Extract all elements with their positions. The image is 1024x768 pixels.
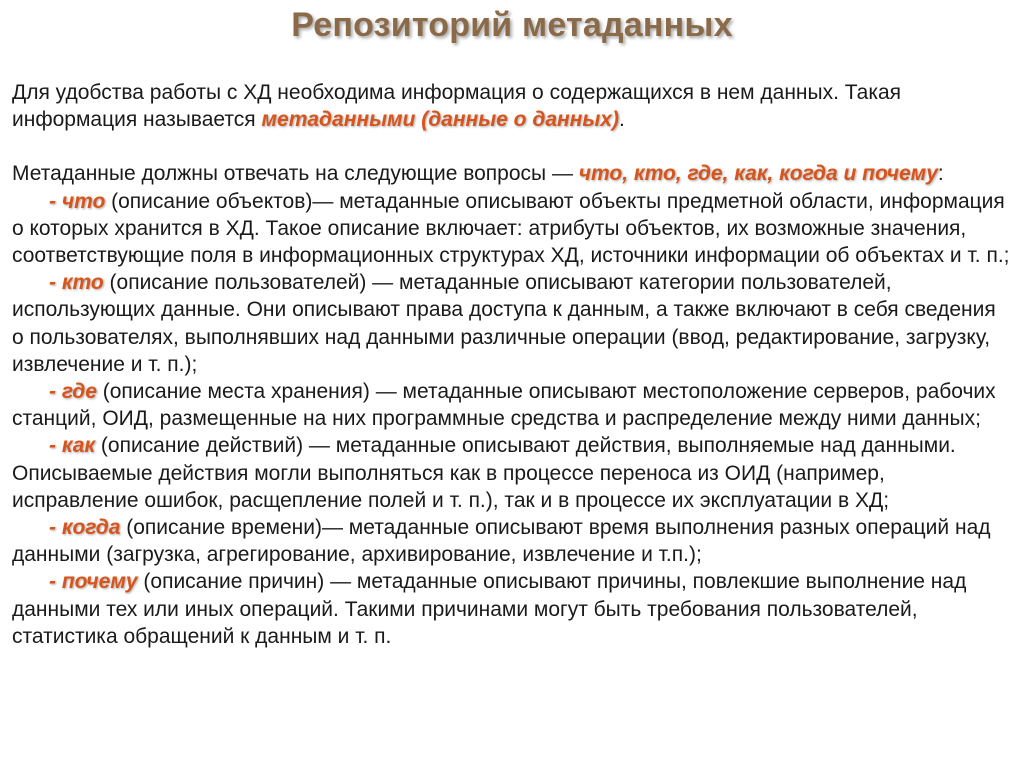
slide-body: [12, 79, 1012, 650]
list-item-why: [12, 568, 1012, 650]
questions-tail: :: [937, 162, 944, 186]
intro-highlight: метаданными (данные о данных): [261, 108, 619, 132]
list-item-when: [12, 514, 1012, 568]
keyword-when: - когда: [49, 516, 121, 540]
intro-tail: .: [618, 108, 625, 132]
keyword-what: - что: [49, 189, 106, 213]
questions-paragraph: [12, 160, 1012, 187]
keyword-why: - почему: [49, 570, 138, 594]
item-text-what: (описание объектов)— метаданные описывают объекты предметной области, информация о которых хранится в ХД. Такое описание включает: атрибуты объектов, их возможные значения, соответствующие поля в информационных структурах ХД, источники информации об объектах и т. п.;: [12, 189, 1010, 268]
keyword-where: - где: [49, 380, 97, 404]
intro-paragraph: [12, 79, 1012, 133]
list-item-who: [12, 269, 1012, 378]
item-text-why: (описание причин) — метаданные описывают причины, повлекшие выполнение над данными тех или иных операций. Такими причинами могут быть требования пользователей, статистика обращений к данным и т. п.: [12, 570, 967, 648]
questions-highlight: что, кто, где, как, когда и почему: [578, 162, 938, 186]
keyword-how: - как: [49, 434, 96, 458]
list-item-what: [12, 188, 1012, 270]
list-item-how: [12, 432, 1012, 514]
item-text-when: (описание времени)— метаданные описывают время выполнения разных операций над данными (загрузка, агрегирование, архивирование, извлечение и т.п.);: [12, 516, 991, 567]
list-item-where: [12, 378, 1012, 432]
keyword-who: - кто: [49, 271, 104, 295]
item-text-where: (описание места хранения) — метаданные описывают местоположение серверов, рабочих станций, ОИД, размещенные на них программные средства и распределение между ними данных;: [12, 380, 996, 431]
item-text-who: (описание пользователей) — метаданные описывают категории пользователей, использующих данные. Они описывают права доступа к данным, а также включают в себя сведения о пользователях, выполнявших над данными различные операции (ввод, редактирование, загрузку, извлечение и т. п.);: [12, 271, 996, 376]
slide-title: Репозиторий метаданных: [291, 6, 733, 44]
item-text-how: (описание действий) — метаданные описывают действия, выполняемые над данными. Описываемые действия могли выполняться как в процессе переноса из ОИД (например, исправление ошибок, расщепление полей и т. п.), так и в процессе их эксплуатации в ХД;: [12, 434, 956, 512]
questions-text: Метаданные должны отвечать на следующие вопросы —: [12, 162, 579, 186]
intro-text: Для удобства работы с ХД необходима информация о содержащихся в нем данных. Такая информация называется: [12, 81, 902, 132]
paragraph-gap: [12, 133, 1012, 160]
